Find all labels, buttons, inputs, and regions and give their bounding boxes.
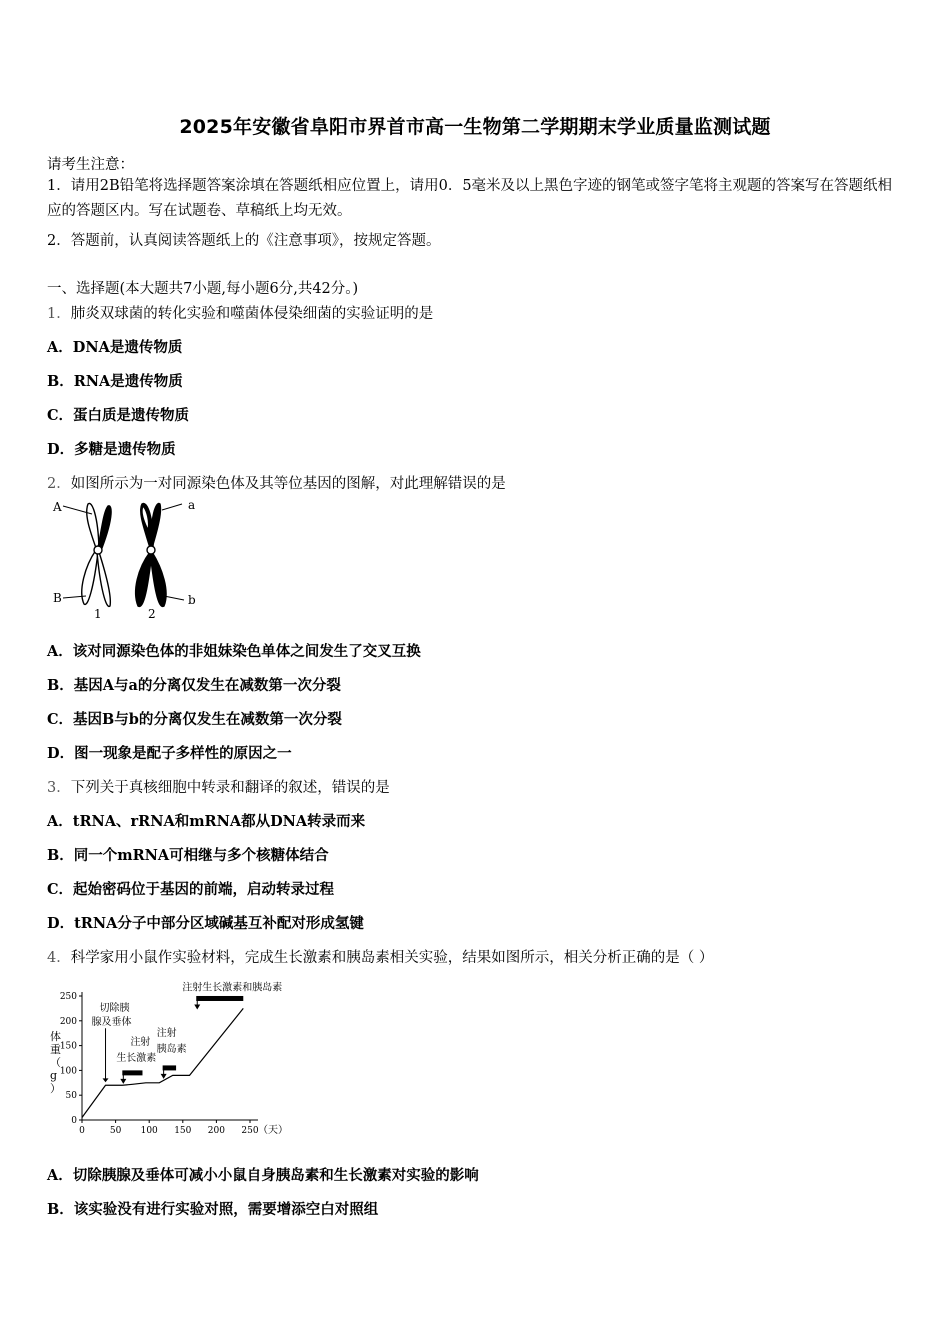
question-number: 1．	[47, 306, 71, 322]
question-3-stem	[47, 776, 390, 797]
x-tick-label: 200	[207, 1126, 225, 1136]
y-axis-label	[50, 1029, 61, 1095]
y-axis-label-char: g	[50, 1069, 58, 1082]
y-tick-label: 0	[71, 1116, 77, 1126]
q2-option-b: B．基因A与a的分离仅发生在减数第一次分裂	[47, 677, 341, 694]
y-tick-label: 150	[59, 1041, 77, 1052]
question-number: 4．	[47, 950, 71, 966]
x-tick-label: 250	[241, 1126, 259, 1136]
x-axis-label: （天）	[258, 1125, 288, 1136]
y-tick-label: 50	[65, 1091, 77, 1102]
q3-option-a: A．tRNA、rRNA和mRNA都从DNA转录而来	[47, 813, 366, 830]
annotation-arrowhead	[194, 1004, 200, 1009]
annotation-4	[182, 980, 282, 1009]
annotation-1	[92, 1001, 132, 1082]
weight-chart	[40, 972, 310, 1142]
q3-option-d: D．tRNA分子中部分区域碱基互补配对形成氢键	[47, 915, 364, 932]
x-tick-label: 150	[174, 1126, 192, 1136]
q2-option-c: C．基因B与b的分离仅发生在减数第一次分裂	[47, 711, 342, 728]
annotation-text: 注射	[156, 1027, 177, 1039]
annotation-arrowhead	[103, 1078, 109, 1082]
q1-option-b: B．RNA是遗传物质	[47, 373, 183, 390]
question-text: 科学家用小鼠作实验材料，完成生长激素和胰岛素相关实验，结果如图所示，相关分析正确的是（ ）	[70, 950, 714, 966]
notice-item-1: 1．请用2B铅笔将选择题答案涂填在答题纸相应位置上，请用0．5毫米及以上黑色字迹的钢笔或签字笔将主观题的答案写在答题纸相应的答题区内。写在试题卷、草稿纸上均无效。	[47, 178, 893, 219]
label-1: 1	[94, 607, 102, 621]
q2-option-a: A．该对同源染色体的非姐妹染色单体之间发生了交叉互换	[47, 643, 421, 660]
notice-heading: 请考生注意：	[47, 157, 134, 173]
chromosome-2	[136, 503, 166, 606]
y-axis-label-char: 重	[50, 1043, 61, 1056]
q1-option-a: A．DNA是遗传物质	[47, 339, 183, 356]
y-tick-label: 200	[59, 1016, 77, 1027]
page-title: 2025年安徽省阜阳市界首市高一生物第二学期期末学业质量监测试题	[179, 116, 771, 138]
y-axis-label-char: ）	[50, 1082, 61, 1095]
question-4-stem	[47, 946, 713, 967]
question-1-stem	[47, 302, 433, 323]
annotation-text: 胰岛素	[156, 1043, 187, 1055]
q1-option-d: D．多糖是遗传物质	[47, 441, 176, 458]
annotation-text: 切除胰	[99, 1002, 130, 1014]
q4-option-a: A．切除胰腺及垂体可减小小鼠自身胰岛素和生长激素对实验的影响	[47, 1167, 479, 1184]
annotation-text: 腺及垂体	[91, 1016, 132, 1028]
label-B: B	[53, 591, 62, 605]
x-tick-label: 0	[79, 1126, 85, 1136]
question-text: 如图所示为一对同源染色体及其等位基因的图解，对此理解错误的是	[70, 476, 506, 492]
question-text: 肺炎双球菌的转化实验和噬菌体侵染细菌的实验证明的是	[70, 306, 434, 322]
notice-item-2: 2．答题前，认真阅读答题纸上的《注意事项》，按规定答题。	[47, 233, 441, 249]
chromosome-1	[82, 503, 111, 606]
y-axis-label-char: （	[50, 1056, 61, 1069]
question-number: 2．	[47, 476, 71, 492]
label-A: A	[53, 500, 62, 514]
injection-period-bar	[163, 1065, 176, 1070]
annotation-text: 生长激素	[116, 1052, 157, 1064]
annotation-arrowhead	[120, 1079, 126, 1084]
label-a: a	[188, 498, 196, 512]
annotation-text: 注射	[130, 1036, 151, 1048]
x-tick-label: 100	[140, 1126, 158, 1136]
label-b: b	[188, 593, 196, 607]
section-heading: 一、选择题(本大题共7小题,每小题6分,共42分。)	[47, 281, 359, 297]
question-2-stem	[47, 472, 506, 493]
question-text: 下列关于真核细胞中转录和翻译的叙述，错误的是	[70, 780, 390, 796]
q4-option-b: B．该实验没有进行实验对照，需要增添空白对照组	[47, 1201, 379, 1218]
q3-option-b: B．同一个mRNA可相继与多个核糖体结合	[47, 847, 329, 864]
annotation-text: 注射生长激素和胰岛素	[182, 982, 283, 994]
q3-option-c: C．起始密码位于基因的前端，启动转录过程	[47, 881, 335, 898]
label-2: 2	[148, 607, 156, 621]
y-tick-label: 100	[59, 1066, 77, 1077]
q1-option-c: C．蛋白质是遗传物质	[47, 407, 190, 424]
y-tick-label: 250	[59, 992, 77, 1002]
chromosome-figure	[50, 496, 210, 622]
q2-option-d: D．图一现象是配子多样性的原因之一	[47, 745, 292, 762]
annotation-2	[116, 1035, 156, 1084]
injection-period-bar	[196, 996, 243, 1001]
x-tick-label: 50	[109, 1126, 122, 1136]
question-number: 3．	[47, 780, 71, 796]
annotation-arrowhead	[161, 1074, 167, 1079]
injection-period-bar	[122, 1070, 142, 1075]
annotation-3	[157, 1026, 187, 1079]
y-axis-label-char: 体	[50, 1030, 61, 1043]
